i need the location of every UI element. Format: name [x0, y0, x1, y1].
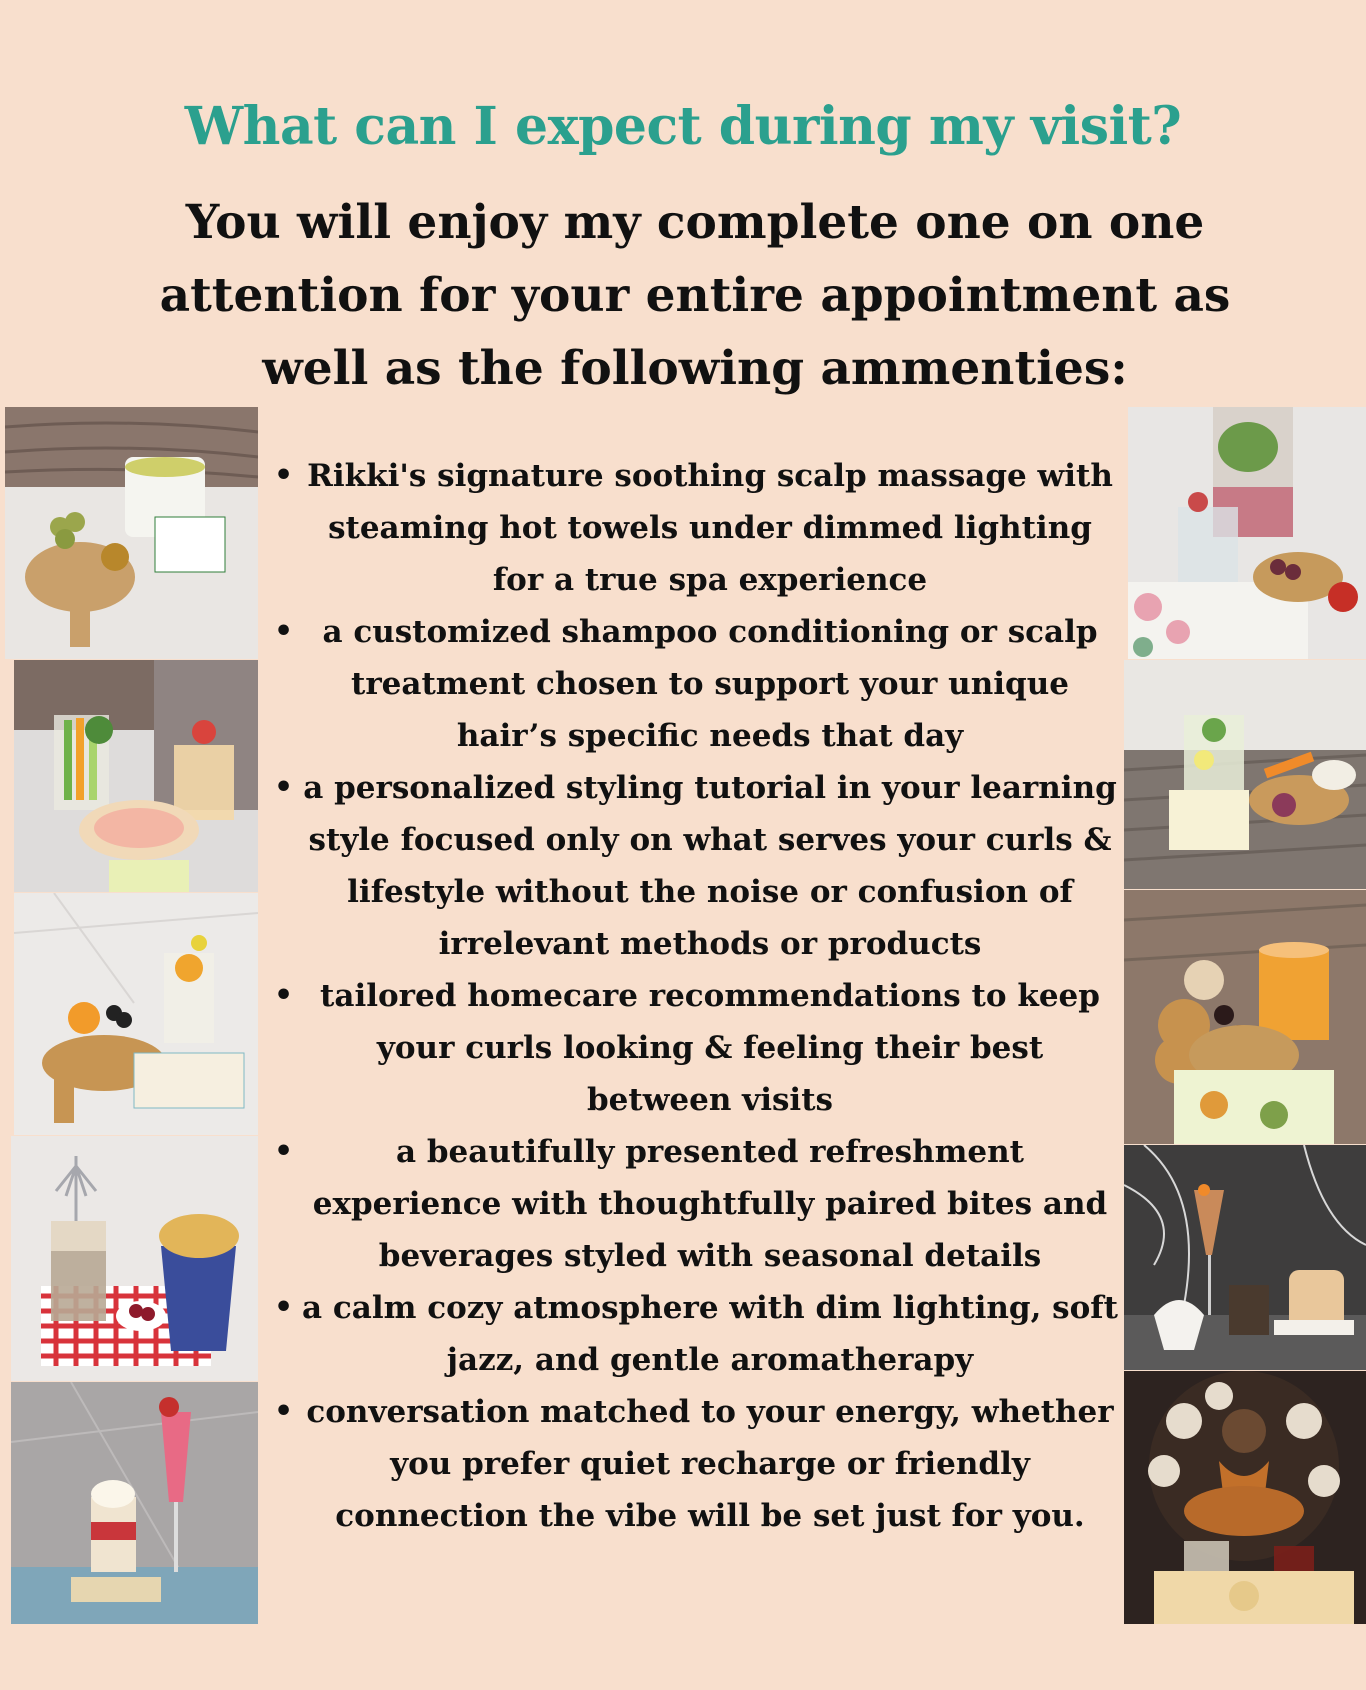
amenity-text: a calm cozy atmosphere with dim lighting, soft jazz, and gentle aromatherapy — [302, 1290, 1118, 1378]
refreshment-photo-july-basket — [11, 1136, 258, 1381]
list-item — [270, 606, 1130, 762]
amenity-text: a beautifully presented refreshment experience with thoughtfully paired bites and beverages styled with seasonal details — [312, 1134, 1108, 1274]
amenity-text: tailored homecare recommendations to keep your curls looking & feeling their best between visits — [320, 978, 1100, 1118]
refreshment-photo-halloween-drink — [1124, 1145, 1366, 1370]
page-heading: What can I expect during my visit? — [184, 96, 1182, 157]
bullet-icon: • — [274, 458, 294, 493]
refreshment-photo-tea-board — [5, 407, 258, 659]
bullet-icon: • — [274, 1394, 294, 1429]
list-item — [270, 1386, 1130, 1542]
amenity-text: a customized shampoo conditioning or scalp treatment chosen to support your unique hair’s specific needs that day — [322, 614, 1098, 754]
list-item — [270, 450, 1130, 606]
refreshment-photo-thanksgiving — [1124, 1371, 1366, 1624]
refreshment-photo-strawberry-parfait — [11, 1382, 258, 1624]
amenity-text: conversation matched to your energy, whether you prefer quiet recharge or friendly connection the vibe will be set just for you. — [306, 1394, 1114, 1534]
list-item — [270, 970, 1130, 1126]
list-item — [270, 1126, 1130, 1282]
refreshment-photo-autumn-juice — [1124, 890, 1366, 1144]
refreshment-photo-cucumber-water — [1124, 660, 1366, 889]
bullet-icon: • — [274, 1134, 294, 1169]
bullet-icon: • — [274, 614, 294, 649]
bullet-icon: • — [274, 1290, 294, 1325]
intro-text: You will enjoy my complete one on one attention for your entire appointment as well as the following ammenties: — [159, 195, 1231, 396]
bullet-icon: • — [274, 770, 294, 805]
amenity-text: a personalized styling tutorial in your learning style focused only on what serves your curls & lifestyle without the noise or confusion of irrelevant methods or products — [303, 770, 1117, 962]
refreshment-photo-veggie-cup — [14, 660, 258, 892]
refreshment-photo-orange-board — [14, 893, 258, 1135]
amenities-list — [270, 450, 1130, 1542]
list-item — [270, 762, 1130, 970]
amenity-text: Rikki's signature soothing scalp massage with steaming hot towels under dimmed lighting for a true spa experience — [307, 458, 1113, 598]
refreshment-photo-infused-water — [1128, 407, 1366, 659]
bullet-icon: • — [274, 978, 294, 1013]
list-item — [270, 1282, 1130, 1386]
